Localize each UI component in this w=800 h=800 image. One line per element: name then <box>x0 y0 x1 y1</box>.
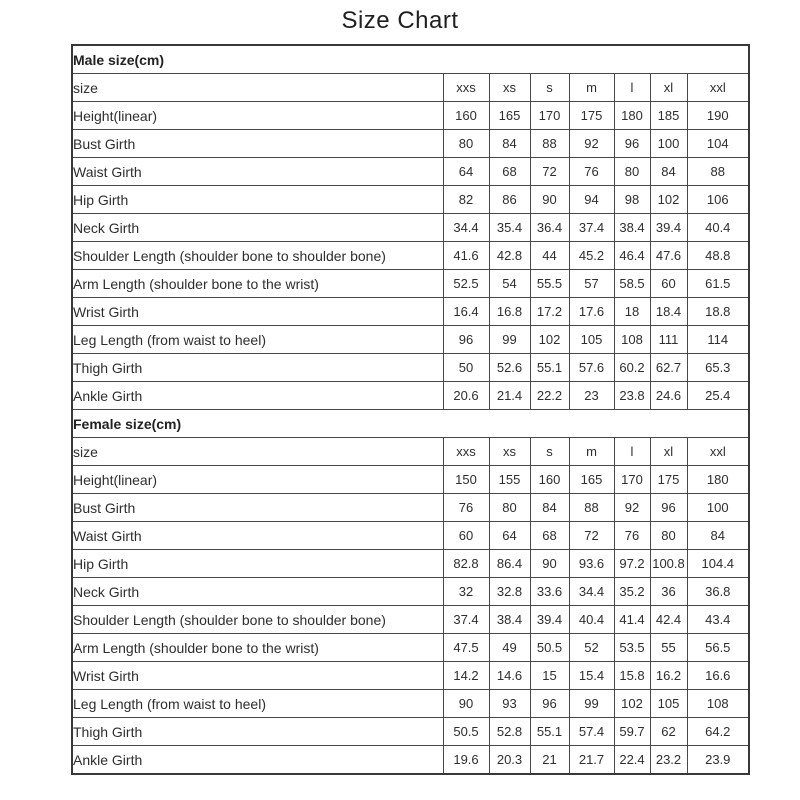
table-row <box>72 466 749 494</box>
table-row <box>72 494 749 522</box>
value-cell: 58.5 <box>614 270 650 298</box>
value-cell: 82 <box>443 186 489 214</box>
value-cell: 68 <box>489 158 530 186</box>
value-cell: 19.6 <box>443 746 489 775</box>
value-cell: 23 <box>569 382 614 410</box>
value-cell: 60 <box>443 522 489 550</box>
value-cell: 33.6 <box>530 578 569 606</box>
value-cell: 99 <box>569 690 614 718</box>
row-label: Ankle Girth <box>72 382 443 410</box>
value-cell: 84 <box>650 158 687 186</box>
value-cell: 61.5 <box>687 270 749 298</box>
value-cell: 15 <box>530 662 569 690</box>
row-label: Hip Girth <box>72 550 443 578</box>
value-cell: 35.2 <box>614 578 650 606</box>
size-column-header: xxl <box>687 438 749 466</box>
row-label: Shoulder Length (shoulder bone to shoulder bone) <box>72 242 443 270</box>
value-cell: 16.2 <box>650 662 687 690</box>
value-cell: 94 <box>569 186 614 214</box>
value-cell: 32.8 <box>489 578 530 606</box>
value-cell: 185 <box>650 102 687 130</box>
page-title: Size Chart <box>341 7 459 34</box>
section-header-row <box>72 45 749 74</box>
value-cell: 175 <box>650 466 687 494</box>
size-column-header: xxs <box>443 74 489 102</box>
value-cell: 50.5 <box>530 634 569 662</box>
value-cell: 160 <box>443 102 489 130</box>
value-cell: 88 <box>569 494 614 522</box>
value-cell: 150 <box>443 466 489 494</box>
value-cell: 37.4 <box>443 606 489 634</box>
value-cell: 55.5 <box>530 270 569 298</box>
value-cell: 108 <box>614 326 650 354</box>
value-cell: 16.8 <box>489 298 530 326</box>
value-cell: 18.4 <box>650 298 687 326</box>
value-cell: 18.8 <box>687 298 749 326</box>
value-cell: 102 <box>530 326 569 354</box>
table-row <box>72 690 749 718</box>
table-row <box>72 270 749 298</box>
row-label: Hip Girth <box>72 186 443 214</box>
value-cell: 62.7 <box>650 354 687 382</box>
value-cell: 96 <box>443 326 489 354</box>
table-row <box>72 214 749 242</box>
value-cell: 52.8 <box>489 718 530 746</box>
value-cell: 23.8 <box>614 382 650 410</box>
table-row <box>72 382 749 410</box>
row-label: Ankle Girth <box>72 746 443 775</box>
value-cell: 76 <box>614 522 650 550</box>
value-cell: 52 <box>569 634 614 662</box>
table-row <box>72 662 749 690</box>
value-cell: 180 <box>614 102 650 130</box>
size-column-header: m <box>569 74 614 102</box>
row-label: Bust Girth <box>72 130 443 158</box>
value-cell: 57 <box>569 270 614 298</box>
value-cell: 22.4 <box>614 746 650 775</box>
row-label: Arm Length (shoulder bone to the wrist) <box>72 634 443 662</box>
value-cell: 38.4 <box>614 214 650 242</box>
section-title: Female size(cm) <box>72 410 749 438</box>
table-row <box>72 326 749 354</box>
value-cell: 47.6 <box>650 242 687 270</box>
value-cell: 17.6 <box>569 298 614 326</box>
size-chart-table <box>71 44 750 775</box>
value-cell: 42.4 <box>650 606 687 634</box>
value-cell: 55.1 <box>530 354 569 382</box>
value-cell: 97.2 <box>614 550 650 578</box>
value-cell: 155 <box>489 466 530 494</box>
value-cell: 88 <box>687 158 749 186</box>
value-cell: 100 <box>650 130 687 158</box>
table-row <box>72 746 749 775</box>
value-cell: 65.3 <box>687 354 749 382</box>
value-cell: 84 <box>687 522 749 550</box>
value-cell: 32 <box>443 578 489 606</box>
value-cell: 80 <box>489 494 530 522</box>
value-cell: 39.4 <box>650 214 687 242</box>
value-cell: 190 <box>687 102 749 130</box>
value-cell: 68 <box>530 522 569 550</box>
value-cell: 55 <box>650 634 687 662</box>
value-cell: 47.5 <box>443 634 489 662</box>
value-cell: 44 <box>530 242 569 270</box>
value-cell: 60.2 <box>614 354 650 382</box>
row-label: Height(linear) <box>72 102 443 130</box>
value-cell: 170 <box>530 102 569 130</box>
value-cell: 20.6 <box>443 382 489 410</box>
value-cell: 100.8 <box>650 550 687 578</box>
value-cell: 35.4 <box>489 214 530 242</box>
value-cell: 34.4 <box>569 578 614 606</box>
value-cell: 36.4 <box>530 214 569 242</box>
table-row <box>72 550 749 578</box>
value-cell: 18 <box>614 298 650 326</box>
value-cell: 80 <box>614 158 650 186</box>
value-cell: 50.5 <box>443 718 489 746</box>
value-cell: 55.1 <box>530 718 569 746</box>
value-cell: 16.6 <box>687 662 749 690</box>
size-column-header: xs <box>489 74 530 102</box>
row-label: Neck Girth <box>72 578 443 606</box>
value-cell: 170 <box>614 466 650 494</box>
size-column-header: m <box>569 438 614 466</box>
row-label: Height(linear) <box>72 466 443 494</box>
table-row <box>72 158 749 186</box>
value-cell: 14.2 <box>443 662 489 690</box>
value-cell: 62 <box>650 718 687 746</box>
table-row <box>72 130 749 158</box>
value-cell: 175 <box>569 102 614 130</box>
row-label: Wrist Girth <box>72 662 443 690</box>
section-header-row <box>72 410 749 438</box>
value-cell: 106 <box>687 186 749 214</box>
value-cell: 40.4 <box>687 214 749 242</box>
size-column-header: xl <box>650 438 687 466</box>
value-cell: 23.9 <box>687 746 749 775</box>
value-cell: 48.8 <box>687 242 749 270</box>
value-cell: 34.4 <box>443 214 489 242</box>
value-cell: 76 <box>443 494 489 522</box>
table-row <box>72 354 749 382</box>
size-header-row <box>72 74 749 102</box>
row-label: Thigh Girth <box>72 354 443 382</box>
value-cell: 84 <box>530 494 569 522</box>
table-row <box>72 298 749 326</box>
value-cell: 96 <box>614 130 650 158</box>
value-cell: 93 <box>489 690 530 718</box>
size-column-header: s <box>530 438 569 466</box>
value-cell: 41.4 <box>614 606 650 634</box>
value-cell: 17.2 <box>530 298 569 326</box>
value-cell: 92 <box>614 494 650 522</box>
value-cell: 92 <box>569 130 614 158</box>
value-cell: 82.8 <box>443 550 489 578</box>
value-cell: 76 <box>569 158 614 186</box>
value-cell: 15.8 <box>614 662 650 690</box>
row-label: Neck Girth <box>72 214 443 242</box>
value-cell: 57.6 <box>569 354 614 382</box>
value-cell: 102 <box>650 186 687 214</box>
value-cell: 111 <box>650 326 687 354</box>
value-cell: 49 <box>489 634 530 662</box>
row-label: Shoulder Length (shoulder bone to shoulder bone) <box>72 606 443 634</box>
value-cell: 60 <box>650 270 687 298</box>
size-row-label: size <box>72 74 443 102</box>
value-cell: 108 <box>687 690 749 718</box>
value-cell: 45.2 <box>569 242 614 270</box>
value-cell: 165 <box>489 102 530 130</box>
size-column-header: xl <box>650 74 687 102</box>
size-header-row <box>72 438 749 466</box>
row-label: Bust Girth <box>72 494 443 522</box>
value-cell: 100 <box>687 494 749 522</box>
value-cell: 36.8 <box>687 578 749 606</box>
value-cell: 104.4 <box>687 550 749 578</box>
table-row <box>72 242 749 270</box>
row-label: Waist Girth <box>72 522 443 550</box>
size-column-header: xxl <box>687 74 749 102</box>
value-cell: 64.2 <box>687 718 749 746</box>
value-cell: 14.6 <box>489 662 530 690</box>
value-cell: 86.4 <box>489 550 530 578</box>
value-cell: 90 <box>530 186 569 214</box>
table-row <box>72 634 749 662</box>
value-cell: 52.5 <box>443 270 489 298</box>
value-cell: 64 <box>443 158 489 186</box>
value-cell: 57.4 <box>569 718 614 746</box>
row-label: Leg Length (from waist to heel) <box>72 326 443 354</box>
row-label: Wrist Girth <box>72 298 443 326</box>
value-cell: 105 <box>650 690 687 718</box>
value-cell: 72 <box>569 522 614 550</box>
table-row <box>72 186 749 214</box>
value-cell: 93.6 <box>569 550 614 578</box>
value-cell: 86 <box>489 186 530 214</box>
value-cell: 22.2 <box>530 382 569 410</box>
value-cell: 38.4 <box>489 606 530 634</box>
value-cell: 90 <box>443 690 489 718</box>
value-cell: 21 <box>530 746 569 775</box>
table-row <box>72 102 749 130</box>
value-cell: 23.2 <box>650 746 687 775</box>
value-cell: 54 <box>489 270 530 298</box>
table-row <box>72 578 749 606</box>
value-cell: 40.4 <box>569 606 614 634</box>
row-label: Waist Girth <box>72 158 443 186</box>
table-row <box>72 606 749 634</box>
value-cell: 36 <box>650 578 687 606</box>
value-cell: 96 <box>650 494 687 522</box>
value-cell: 41.6 <box>443 242 489 270</box>
size-column-header: l <box>614 74 650 102</box>
value-cell: 102 <box>614 690 650 718</box>
value-cell: 114 <box>687 326 749 354</box>
value-cell: 37.4 <box>569 214 614 242</box>
size-column-header: s <box>530 74 569 102</box>
size-row-label: size <box>72 438 443 466</box>
value-cell: 21.4 <box>489 382 530 410</box>
value-cell: 59.7 <box>614 718 650 746</box>
section-title: Male size(cm) <box>72 45 749 74</box>
value-cell: 53.5 <box>614 634 650 662</box>
value-cell: 165 <box>569 466 614 494</box>
size-column-header: xs <box>489 438 530 466</box>
value-cell: 64 <box>489 522 530 550</box>
table-row <box>72 718 749 746</box>
value-cell: 56.5 <box>687 634 749 662</box>
row-label: Arm Length (shoulder bone to the wrist) <box>72 270 443 298</box>
value-cell: 96 <box>530 690 569 718</box>
value-cell: 84 <box>489 130 530 158</box>
row-label: Leg Length (from waist to heel) <box>72 690 443 718</box>
table-row <box>72 522 749 550</box>
value-cell: 16.4 <box>443 298 489 326</box>
value-cell: 15.4 <box>569 662 614 690</box>
value-cell: 88 <box>530 130 569 158</box>
value-cell: 99 <box>489 326 530 354</box>
value-cell: 25.4 <box>687 382 749 410</box>
value-cell: 52.6 <box>489 354 530 382</box>
value-cell: 105 <box>569 326 614 354</box>
size-column-header: l <box>614 438 650 466</box>
value-cell: 46.4 <box>614 242 650 270</box>
value-cell: 160 <box>530 466 569 494</box>
value-cell: 42.8 <box>489 242 530 270</box>
row-label: Thigh Girth <box>72 718 443 746</box>
value-cell: 43.4 <box>687 606 749 634</box>
value-cell: 50 <box>443 354 489 382</box>
value-cell: 21.7 <box>569 746 614 775</box>
value-cell: 80 <box>443 130 489 158</box>
value-cell: 104 <box>687 130 749 158</box>
value-cell: 98 <box>614 186 650 214</box>
value-cell: 90 <box>530 550 569 578</box>
value-cell: 20.3 <box>489 746 530 775</box>
size-column-header: xxs <box>443 438 489 466</box>
value-cell: 180 <box>687 466 749 494</box>
value-cell: 72 <box>530 158 569 186</box>
size-chart-table-body <box>72 45 749 774</box>
value-cell: 39.4 <box>530 606 569 634</box>
value-cell: 80 <box>650 522 687 550</box>
value-cell: 24.6 <box>650 382 687 410</box>
